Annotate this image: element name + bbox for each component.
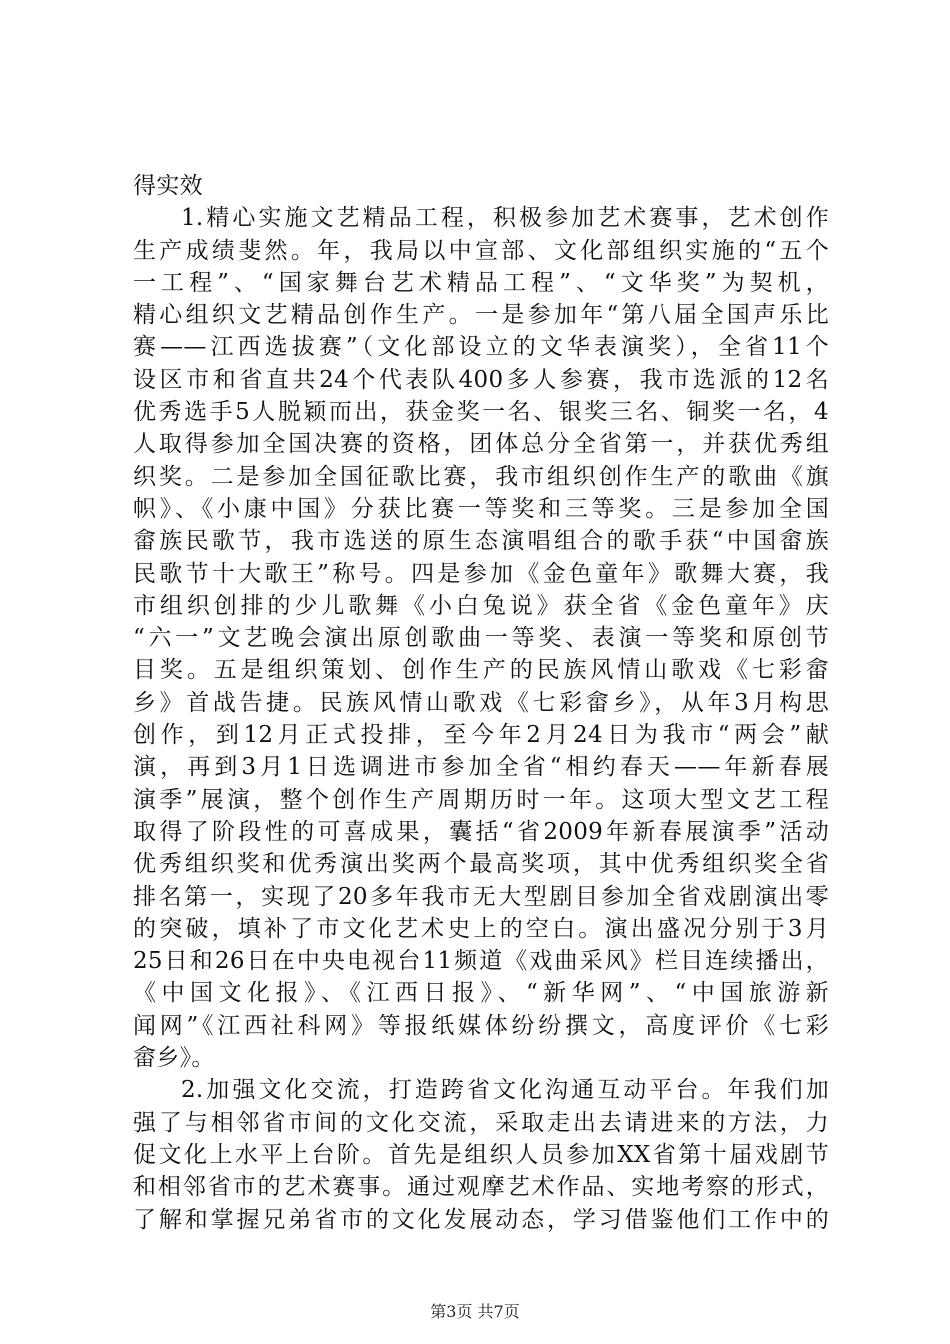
text-line: 取得了阶段性的可喜成果，囊括“省2009年新春展演季”活动 xyxy=(133,818,829,845)
text-line: “六一”文艺晚会演出原创歌曲一等奖、表演一等奖和原创节 xyxy=(133,625,829,652)
text-line: 民歌节十大歌王”称号。四是参加《金色童年》歌舞大赛，我 xyxy=(133,560,829,587)
paragraph-2-start: 2.加强文化交流，打造跨省文化沟通互动平台。年我们加 xyxy=(181,1077,829,1104)
text-line: 乡》首战告捷。民族风情山歌戏《七彩畲乡》，从年3月构思 xyxy=(133,689,829,716)
text-line: 《中国文化报》、《江西日报》、“新华网”、“中国旅游新 xyxy=(133,980,829,1007)
text-line: 目奖。五是组织策划、创作生产的民族风情山歌戏《七彩畲 xyxy=(133,657,829,684)
paragraph-1-start: 1.精心实施文艺精品工程，积极参加艺术赛事，艺术创作 xyxy=(181,205,829,232)
text-line: 优秀组织奖和优秀演出奖两个最高奖项，其中优秀组织奖全省 xyxy=(133,851,829,878)
text-line: 创作，到12月正式投排，至今年2月24日为我市“两会”献 xyxy=(133,722,829,749)
text-line: 闻网”《江西社科网》等报纸媒体纷纷撰文，高度评价《七彩 xyxy=(133,1012,829,1039)
text-line: 精心组织文艺精品创作生产。一是参加年“第八届全国声乐比 xyxy=(133,302,829,329)
text-line: 设区市和省直共24个代表队400多人参赛，我市选派的12名 xyxy=(133,366,829,393)
text-line: 优秀选手5人脱颖而出，获金奖一名、银奖三名、铜奖一名，4 xyxy=(133,399,829,426)
text-line: 赛——江西选拔赛”（文化部设立的文华表演奖），全省11个 xyxy=(133,334,829,361)
text-line: 织奖。二是参加全国征歌比赛，我市组织创作生产的歌曲《旗 xyxy=(133,463,829,490)
text-line: 市组织创排的少儿歌舞《小白兔说》获全省《金色童年》庆 xyxy=(133,592,829,619)
text-line: 一工程”、“国家舞台艺术精品工程”、“文华奖”为契机， xyxy=(133,269,829,296)
text-line: 25日和26日在中央电视台11频道《戏曲采风》栏目连续播出， xyxy=(133,948,829,975)
text-line: 强了与相邻省市间的文化交流，采取走出去请进来的方法，力 xyxy=(133,1109,829,1136)
text-line: 的突破，填补了市文化艺术史上的空白。演出盛况分别于3月 xyxy=(133,915,829,942)
body-text xyxy=(133,170,829,1236)
text-line: 人取得参加全国决赛的资格，团体总分全省第一，并获优秀组 xyxy=(133,431,829,458)
text-line: 排名第一，实现了20多年我市无大型剧目参加全省戏剧演出零 xyxy=(133,883,829,910)
text-line: 畲族民歌节，我市选送的原生态演唱组合的歌手获“中国畲族 xyxy=(133,528,829,555)
text-line: 帜》、《小康中国》分获比赛一等奖和三等奖。三是参加全国 xyxy=(133,495,829,522)
text-line: 和相邻省市的艺术赛事。通过观摩艺术作品、实地考察的形式， xyxy=(133,1174,829,1201)
text-line: 得实效 xyxy=(133,173,203,199)
text-line: 畲乡》。 xyxy=(133,1045,215,1072)
text-line: 演，再到3月1日选调进市参加全省“相约春天——年新春展 xyxy=(133,754,829,781)
text-line: 生产成绩斐然。年，我局以中宣部、文化部组织实施的“五个 xyxy=(133,237,829,264)
text-line: 促文化上水平上台阶。首先是组织人员参加XX省第十届戏剧节 xyxy=(133,1141,829,1168)
text-line: 了解和掌握兄弟省市的文化发展动态，学习借鉴他们工作中的 xyxy=(133,1206,829,1233)
page-number-footer: 第3页 共7页 xyxy=(430,1302,520,1321)
text-line: 演季”展演，整个创作生产周期历时一年。这项大型文艺工程 xyxy=(133,786,829,813)
